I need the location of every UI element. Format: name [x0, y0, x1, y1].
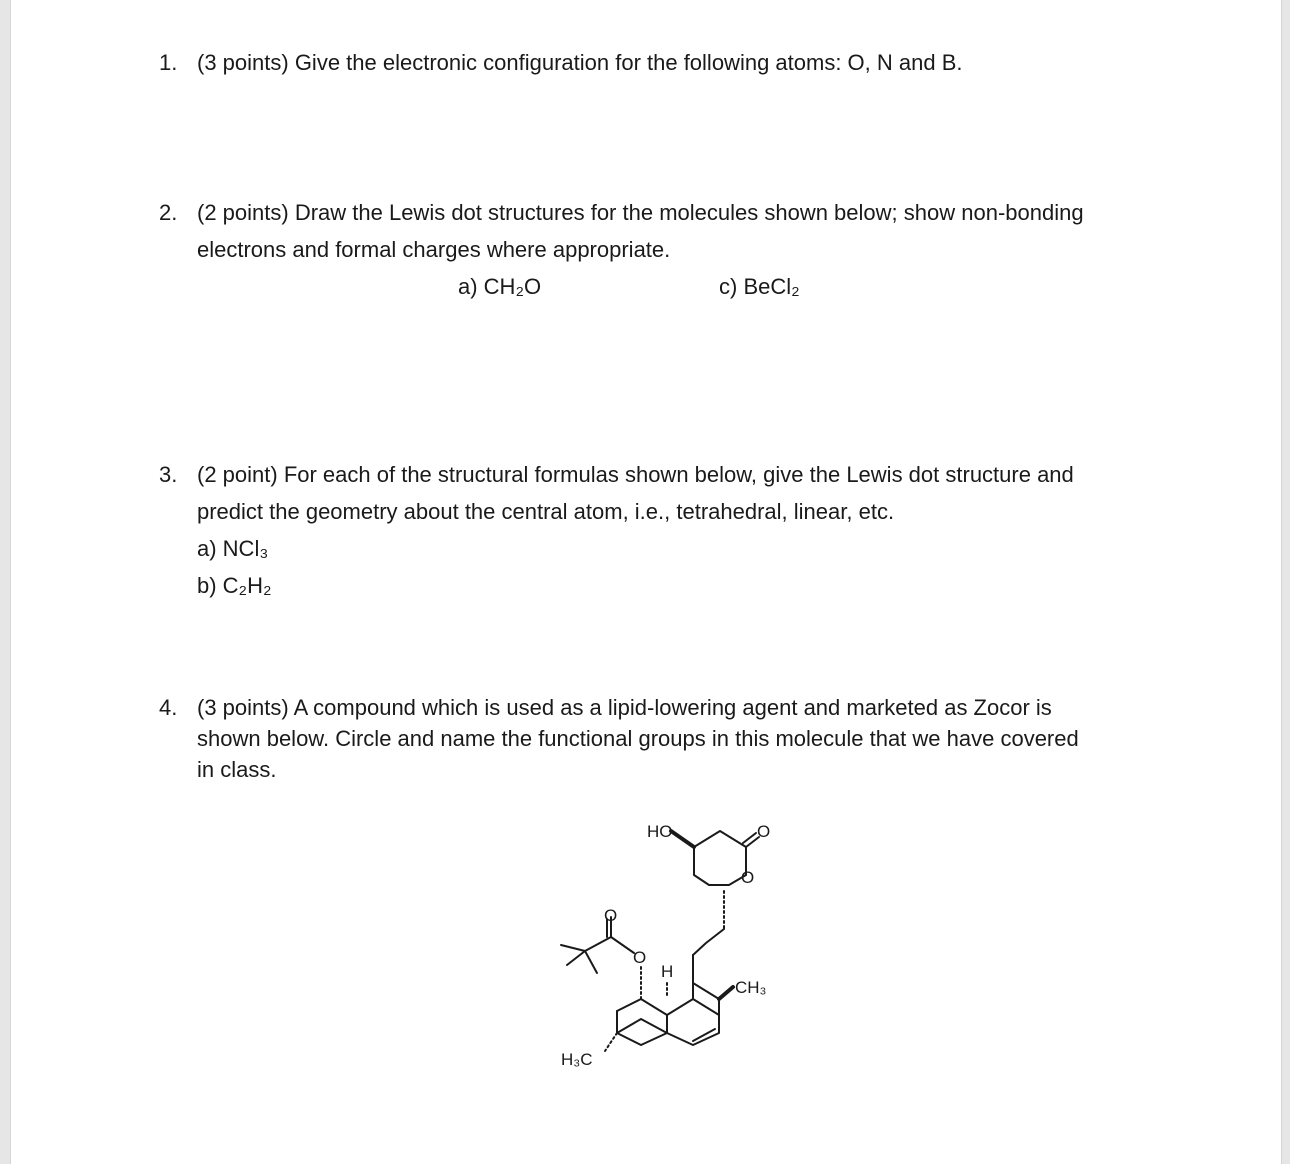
question-text-line: predict the geometry about the central atom, i.e., tetrahedral, linear, etc.: [197, 499, 895, 524]
structural-formula-item-a: a) NCl₃: [197, 536, 269, 561]
question-number: 3.: [159, 462, 178, 487]
lactone-ring: [694, 831, 746, 885]
question-text-line: (3 points) Give the electronic configuration for the following atoms: O, N and B.: [197, 50, 963, 75]
question-number: 1.: [159, 50, 178, 75]
question-text-line: shown below. Circle and name the functional groups in this molecule that we have covered: [197, 726, 1079, 751]
question-text-line: (2 points) Draw the Lewis dot structures for the molecules shown below; show non-bonding: [197, 200, 1084, 225]
question-number: 2.: [159, 200, 178, 225]
question-text-line: electrons and formal charges where appropriate.: [197, 237, 671, 262]
carbonyl-oxygen-label: O: [757, 822, 771, 841]
h3c-label: H₃C: [561, 1050, 593, 1069]
question-text-line: (3 points) A compound which is used as a lipid-lowering agent and marketed as Zocor is: [197, 695, 1052, 720]
ch3-wedge-bond: [719, 987, 733, 999]
structural-formula-item-b: b) C₂H₂: [197, 573, 272, 598]
hydrogen-label: H: [661, 962, 674, 981]
ch3-label: CH₃: [735, 978, 767, 997]
document-page: [10, 0, 1282, 1164]
ho-wedge-bond: [671, 831, 694, 847]
ring-oxygen-label: O: [741, 868, 755, 887]
decalin-ring-right: [667, 999, 719, 1045]
question-text-line: (2 point) For each of the structural formulas shown below, give the Lewis dot structure and: [197, 462, 1074, 487]
ho-label: HO: [647, 822, 673, 841]
zocor-structure-diagram: [521, 805, 821, 1095]
molecule-item-a: a) CH₂O: [458, 274, 542, 299]
h3c-hashed-bond: [605, 1033, 617, 1051]
ester-carbonyl-oxygen-label: O: [604, 906, 618, 925]
branch-bonds: [561, 937, 611, 973]
question-text-line: in class.: [197, 757, 277, 782]
molecule-item-c: c) BeCl₂: [719, 274, 800, 299]
decalin-ring-left: [617, 999, 667, 1033]
ester-oxygen-label: O: [633, 948, 647, 967]
question-number: 4.: [159, 695, 178, 720]
chain-bond: [693, 929, 724, 955]
